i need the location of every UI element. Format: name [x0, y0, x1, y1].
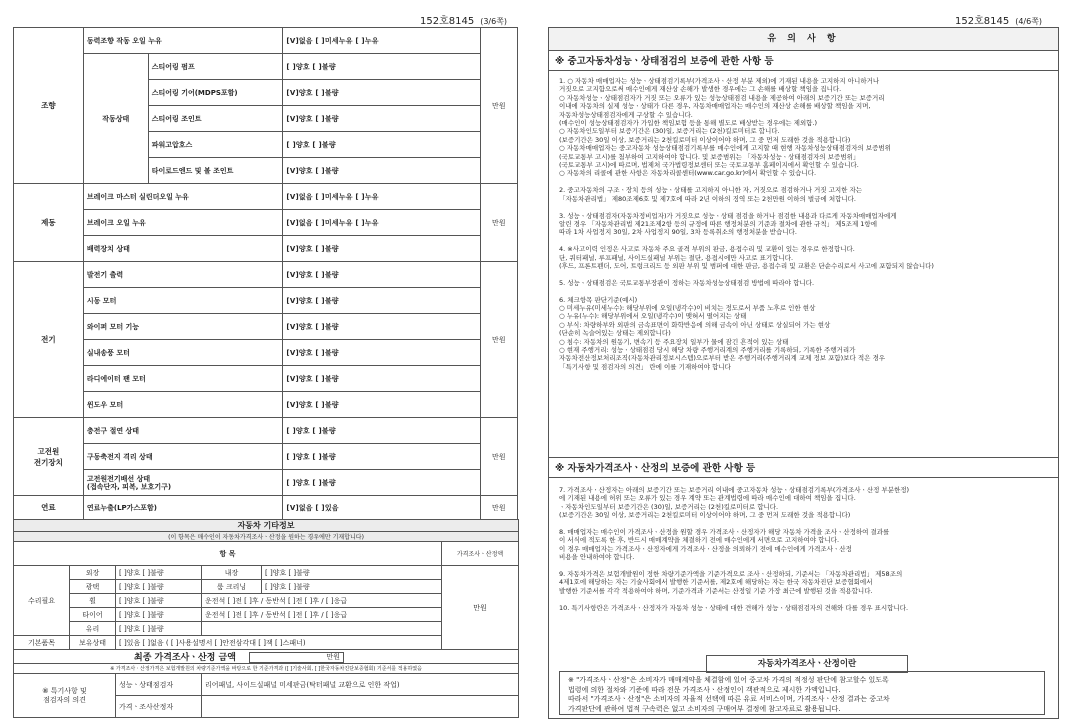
- basic-items-label: 기본품목: [14, 636, 70, 650]
- row-options: [ ]양호 [ ]불량: [283, 132, 480, 158]
- row-item: 발전기 출력: [83, 262, 283, 288]
- row-item: 브레이크 마스터 실린더오일 누유: [83, 184, 283, 210]
- document-number-right: 152호8145 (4/6쪽): [955, 16, 1043, 27]
- notice-title: 유 의 사 항: [549, 28, 1058, 51]
- row-item: 배력장치 상태: [83, 236, 283, 262]
- row-options: [V]양호 [ ]불량: [283, 80, 480, 106]
- row-options: [V]양호 [ ]불량: [283, 340, 480, 366]
- row-options: [V]양호 [ ]불량: [283, 392, 480, 418]
- row-item: 타이로드엔드 및 볼 조인트: [148, 158, 283, 184]
- repair-tire-pos: 운전석 [ ]전 [ ]후 / 동반석 [ ]전 [ ]후 / [ ]응급: [202, 608, 442, 622]
- final-note: ※ 가격조사ㆍ산정가격은 보험개발원의 차량기준가액을 바탕으로 한 기준가격과 ([ ]기술사회, [ ]한국자동차진단보증협회) 기준서를 적용하였음: [14, 664, 519, 674]
- repair-glass: 유리: [70, 622, 116, 636]
- row-options: [ ]양호 [ ]불량: [283, 444, 480, 470]
- row-options: [ ]양호 [ ]불량: [283, 418, 480, 444]
- repair-needed-label: 수리필요: [14, 566, 70, 636]
- row-item: 윈도우 모터: [83, 392, 283, 418]
- misc-subtitle: (이 항목은 매수인이 자동차가격조사ㆍ산정을 원하는 경우에만 기재합니다): [14, 532, 519, 542]
- repair-room-opt: [ ]양호 [ ]불량: [262, 580, 442, 594]
- category-steering: 조향: [14, 28, 84, 184]
- repair-exterior-opt: [ ]양호 [ ]불량: [116, 566, 202, 580]
- row-item: 스티어링 기어(MDPS포함): [148, 80, 283, 106]
- appraiser-opinion: [202, 696, 519, 718]
- document-number: 152호8145 (3/6쪽): [420, 16, 508, 27]
- row-item: 고전원전기배선 상태 (접속단자, 피복, 보호기구): [83, 470, 283, 496]
- row-item: 브레이크 오일 누유: [83, 210, 283, 236]
- price-cell: 만원: [480, 28, 517, 184]
- row-options: [V]양호 [ ]불량: [283, 366, 480, 392]
- notice-box: [548, 27, 1059, 719]
- left-page: [0, 0, 530, 727]
- row-item: 스티어링 조인트: [148, 106, 283, 132]
- price-cell: 만원: [480, 496, 517, 520]
- page-indicator: (3/6쪽): [480, 17, 508, 26]
- price-definition-title: 자동차가격조사ㆍ산정이란: [706, 655, 908, 673]
- section1-heading: ※ 중고자동차성능ㆍ상태점검의 보증에 관한 사항 등: [549, 50, 1058, 71]
- inspector-opinion: 리어패널, 사이드실패널 미세판금(탁터패널 교환으로 인한 작업): [202, 674, 519, 696]
- category-hv: 고전원 전기장치: [14, 418, 84, 496]
- price-cell: 만원: [480, 184, 517, 262]
- special-notes-label: ⑧ 특기사항 및 점검자의 의견: [14, 674, 116, 718]
- final-price-box: 만원: [249, 652, 344, 663]
- row-item: 구동축전지 격리 상태: [83, 444, 283, 470]
- row-options: [V]양호 [ ]불량: [283, 262, 480, 288]
- category-brake: 제동: [14, 184, 84, 262]
- row-item: 시동 모터: [83, 288, 283, 314]
- section2-heading: ※ 자동차가격조사ㆍ산정의 보증에 관한 사항 등: [549, 457, 1058, 478]
- row-options: [V]없음 [ ]있음: [283, 496, 480, 520]
- category-electric: 전기: [14, 262, 84, 418]
- section-inspection-warranty: [549, 50, 1058, 458]
- row-options: [V]없음 [ ]미세누유 [ ]누유: [283, 184, 480, 210]
- inspector-label: 성능ㆍ상태점검자: [116, 674, 202, 696]
- price-cell: 만원: [480, 418, 517, 496]
- row-item: 파워고압호스: [148, 132, 283, 158]
- misc-price: 만원: [442, 566, 519, 650]
- inspection-table: [13, 27, 518, 520]
- row-options: [V]양호 [ ]불량: [283, 314, 480, 340]
- row-item: 연료누출(LP가스포함): [83, 496, 283, 520]
- row-item: 충전구 절연 상태: [83, 418, 283, 444]
- row-options: [V]양호 [ ]불량: [283, 236, 480, 262]
- section2-body: 7. 가격조사ㆍ산정자는 아래의 보증기간 또는 보증거리 이내에 중고자동차 성능ㆍ상태점검기록부(가격조사ㆍ산정 부분한정) 에 기재된 내용에 허위 또는 오류가 있는 경우 계약 또는 관계법령에 따라 매수인에 대하여 책임을 집니다. ㆍ자동차인도일부터 보증기간은 (30)일, 보증거리는 (2천)킬로미터로 합니다. (보증기간은 30일 이상, 보증거리는 2천킬로미터 이상이어야 하며, 그 중 먼저 도래한 것을 적용합니다) 8. 매매업자는 매수인이 가격조사ㆍ산정을 원할 경우 가격조사ㆍ산정자가 해당 자동차 가격을 조사ㆍ산정하여 결과를 이 서식에 적도록 한 후, 반드시 매매계약을 체결하기 전에 매수인에게 서면으로 고지하여야 합니다. 이 경우 매매업자는 가격조사ㆍ산정자에게 가격조사ㆍ산정을 의뢰하기 전에 매수인에게 가격조사ㆍ산정 비용을 안내하여야 합니다. 9. 자동차가격은 보험개발원이 정한 차량기준가액을 기준가격으로 조사ㆍ산정하되, 기준서는 「자동차관리법」 제58조의 4제1호에 해당하는 자는 기술사회에서 발행한 기준서를, 제2호에 해당하는 자는 한국 자동차진단 보증협회에서 발행한 기준서를 각각 적용하여야 하며, 기준가격과 기준서는 산정일 기준 가장 최근에 발행된 것을 적용합니다. 10. 특기사항란은 가격조사ㆍ산정자가 자동차 성능ㆍ상태에 대한 견해가 성능ㆍ상태점검자의 견해와 다를 경우 표시합니다.: [559, 486, 910, 612]
- basic-status-opt: [ ]있음 [ ]없음 ( [ ]사용설명서 [ ]안전삼각대 [ ]잭 [ ]스패너): [116, 636, 442, 650]
- repair-wheel-opt: [ ]양호 [ ]불량: [116, 594, 202, 608]
- final-price-label: 최종 가격조사ㆍ산정 금액: [134, 653, 236, 663]
- repair-exterior: 외장: [70, 566, 116, 580]
- row-item: 동력조향 작동 오일 누유: [83, 28, 283, 54]
- row-options: [V]없음 [ ]미세누유 [ ]누유: [283, 210, 480, 236]
- repair-tire-opt: [ ]양호 [ ]불량: [116, 608, 202, 622]
- misc-title: 자동차 기타정보: [14, 520, 519, 532]
- repair-wheel: 휠: [70, 594, 116, 608]
- repair-glass-opt: [ ]양호 [ ]불량: [116, 622, 202, 636]
- appraiser-label: 가격ㆍ조사산정자: [116, 696, 202, 718]
- repair-interior-opt: [ ]양호 [ ]불량: [262, 566, 442, 580]
- price-definition-body: ※ "가격조사ㆍ산정"은 소비자가 매매계약을 체결함에 있어 중고차 가격의 적정성 판단에 참고할수 있도록 법령에 의한 절차와 기준에 따라 전문 가격조사ㆍ산정인이 객관적으로 제시한 가액입니다. 따라서 "가격조사ㆍ산정"은 소비자의 자율적 선택에 따른 유료 서비스이며, 가격조사ㆍ산정 결과는 중고차 가격판단에 관하여 법적 구속력은 없고 소비자의 구매여부 결정에 참고자료로 활용됩니다.: [559, 671, 1045, 715]
- repair-gloss: 광택: [70, 580, 116, 594]
- row-item: 실내송풍 모터: [83, 340, 283, 366]
- category-fuel: 연료: [14, 496, 84, 520]
- row-options: [ ]양호 [ ]불량: [283, 470, 480, 496]
- section-price-warranty: [549, 457, 1058, 718]
- price-cell: 만원: [480, 262, 517, 418]
- row-item: 라디에이터 팬 모터: [83, 366, 283, 392]
- row-item: 스티어링 펌프: [148, 54, 283, 80]
- row-item: 와이퍼 모터 기능: [83, 314, 283, 340]
- section1-body: 1. ○ 자동차 매매업자는 성능ㆍ상태점검기록부(가격조사ㆍ산정 부분 제외)에 기재된 내용을 고지하지 아니하거나 거짓으로 고지함으로써 매수인에게 재산상 손해가 발생한 경우에는 그 손해를 배상할 책임을 집니다. ○ 자동차성능ㆍ상태점검자가 거짓 또는 오류가 있는 성능상태점검 내용을 제공하여 아래의 보증기간 또는 보증거리 이내에 자동차의 실제 성능ㆍ상태가 다른 경우, 자동차매매업자는 매수인의 재산상 손해를 배상할 책임을 지며, 자동차성능상태점검자에게 구상할 수 있습니다. (매수인이 성능상태점검자가 가입한 책임보험 등을 통해 별도로 배상받는 경우에는 제외함.) ○ 자동차인도일부터 보증기간은 (30)일, 보증거리는 (2천)킬로미터로 합니다. (보증기간은 30일 이상, 보증거리는 2천킬로미터 이상이어야 하며, 그 중 먼저 도래한 것을 적용합니다) ○ 자동차매매업자는 중고자동차 성능상태점검기록부를 매수인에게 고지할 때 현행 자동차성능상태점검자의 보증범위 (국토교통부 고시)를 첨부하여 고지하여야 합니다. 및 보증범위는 「자동차성능ㆍ상태점검자의 보증범위」 (국토교통부 고시)에 따르며, 법제처 국가법령정보센터 또는 국토교통부 홈페이지에서 확인할 수 있습니다. ○ 자동차의 리콜에 관한 사항은 자동차리콜센터(www.car.go.kr)에서 확인할 수 있습니다. 2. 중고자동차의 구조ㆍ장치 등의 성능ㆍ상태를 고지하지 아니한 자, 거짓으로 점검하거나 거짓 고지한 자는 「자동차관리법」 제80조제6호 및 제7호에 따라 2년 이하의 징역 또는 2천만원 이하의 벌금에 처합니다. 3. 성능ㆍ상태점검자(자동차정비업자)가 거짓으로 성능ㆍ상태 점검을 하거나 점검한 내용과 다르게 자동차매매업자에게 알린 경우 「자동차관리법 제21조제2항 등의 규정에 따른 행정처분의 기준과 절차에 관한 규칙」 제5조제 1항에 따라 1차 사업정지 30일, 2차 사업정지 90일, 3차 등록취소의 행정처분을 받습니다. 4. ※사고이력 인정은 사고로 자동차 주요 골격 부위의 판금, 용접수리 및 교환이 있는 경우로 한정합니다. 단, 쿼터패널, 루프패널, 사이드실패널 부위는 절단, 용접시에만 사고로 표기합니다. (후드, 프론트펜더, 도어, 트렁크리드 등 외판 부위 및 범퍼에 대한 판금, 용접수리 및 교환은 단순수리로서 사고에 포함되지 않습니다) 5. 성능ㆍ상태점검은 국토교통부장관이 정하는 자동차성능상태점검 방법에 따라야 합니다. 6. 체크항목 판단기준(예시) ○ 미세누유(미세누수): 해당부위에 오일(냉각수)이 비치는 정도로서 부품 노후로 인한 현상 ○ 누유(누수): 해당부위에서 오일(냉각수)이 맺혀서 떨어지는 상태 ○ 부식: 차량하부와 외판의 금속표면이 화학반응에 의해 금속이 아닌 상태로 상실되어 가는 현상 (단순히 녹슬어있는 상태는 제외합니다) ○ 침수: 자동차의 원동기, 변속기 등 주요장치 일부가 물에 잠긴 흔적이 있는 상태 ○ 현재 주행거리: 성능ㆍ상태점검 당시 해당 차량 주행거리계의 주행거리를 기록하되, 기록한 주행거리가 자동차전산정보처리조직(자동차관리정보시스템)으로부터 받은 주행거리(주행거리계 교체 정보 포함)보다 적은 경우 「특기사항 및 점검자의 의견」 란에 이를 기재하여야 합니다: [559, 77, 934, 371]
- repair-tire: 타이어: [70, 608, 116, 622]
- page-indicator-right: (4/6쪽): [1015, 17, 1043, 26]
- repair-interior: 내장: [202, 566, 262, 580]
- basic-status: 보유상태: [70, 636, 116, 650]
- row-options: [V]양호 [ ]불량: [283, 158, 480, 184]
- subcategory-operation: 작동상태: [83, 54, 148, 184]
- misc-info-table: [13, 519, 519, 718]
- row-options: [V]양호 [ ]불량: [283, 288, 480, 314]
- col-item: 항 목: [14, 542, 442, 566]
- row-options: [V]양호 [ ]불량: [283, 106, 480, 132]
- repair-wheel-pos: 운전석 [ ]전 [ ]후 / 동반석 [ ]전 [ ]후 / [ ]응급: [202, 594, 442, 608]
- row-options: [ ]양호 [ ]불량: [283, 54, 480, 80]
- col-price: 가격조사ㆍ산정액: [442, 542, 519, 566]
- final-price-row: [14, 650, 519, 664]
- row-options: [V]없음 [ ]미세누유 [ ]누유: [283, 28, 480, 54]
- repair-room: 룸 크리닝: [202, 580, 262, 594]
- repair-gloss-opt: [ ]양호 [ ]불량: [116, 580, 202, 594]
